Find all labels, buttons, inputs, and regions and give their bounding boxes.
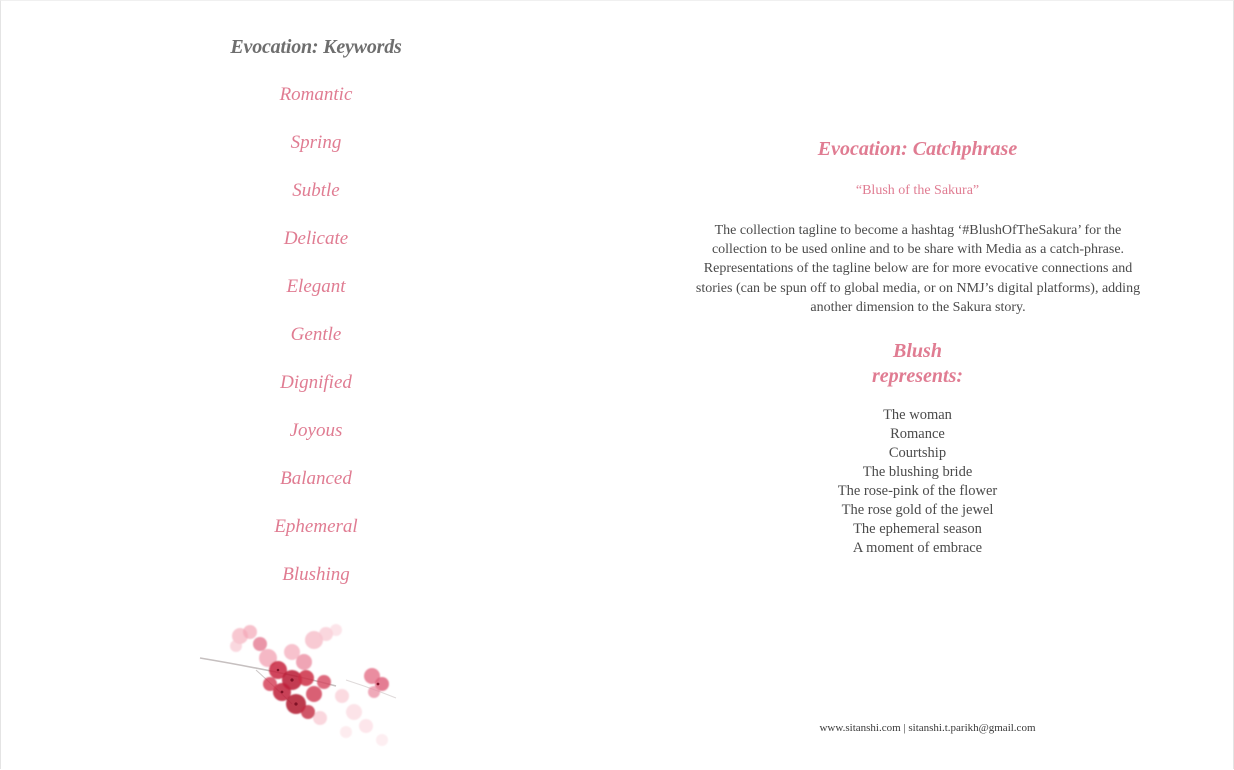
keyword-item: Blushing [282,564,350,585]
blush-represents-heading [690,339,1145,389]
keyword-item: Romantic [279,84,353,105]
represents-item: The woman [883,407,952,423]
keyword-item: Subtle [292,180,340,201]
blush-heading-line: represents: [871,365,964,387]
represents-item: The ephemeral season [853,521,982,537]
sakura-blossom-illustration [196,600,428,770]
represents-item: The blushing bride [862,464,973,480]
keyword-item: Gentle [290,324,342,345]
represents-item: A moment of embrace [852,540,983,556]
represents-item: The rose gold of the jewel [841,502,994,518]
represents-item: The rose-pink of the flower [837,483,998,499]
catchphrase-title: Evocation: Catchphrase [817,138,1018,160]
represents-list [690,406,1145,558]
represents-item: Romance [890,426,945,442]
keyword-item: Spring [290,132,342,153]
keyword-list [200,82,432,610]
blush-heading-line: Blush [893,340,942,362]
catchphrase-quote: “Blush of the Sakura” [855,183,980,198]
keyword-item: Balanced [280,468,352,489]
keyword-item: Joyous [289,420,343,441]
keyword-item: Delicate [283,228,349,249]
keyword-item: Dignified [280,372,352,393]
catchphrase-description: The collection tagline to become a hashtag ‘#BlushOfTheSakura’ for the collection to be used online and to be share with Media as a catch-phrase. Representations of the tagline below are for more evocative connections and stories (can be spun off to global media, or on NMJ’s digital platforms), adding another dimension to the Sakura story. [695,223,1141,315]
footer-contact: www.sitanshi.com | sitanshi.t.parikh@gmail.com [819,722,1036,734]
keywords-title: Evocation: Keywords [230,36,402,58]
keyword-item: Ephemeral [274,516,358,537]
keyword-item: Elegant [286,276,346,297]
represents-item: Courtship [888,445,947,461]
